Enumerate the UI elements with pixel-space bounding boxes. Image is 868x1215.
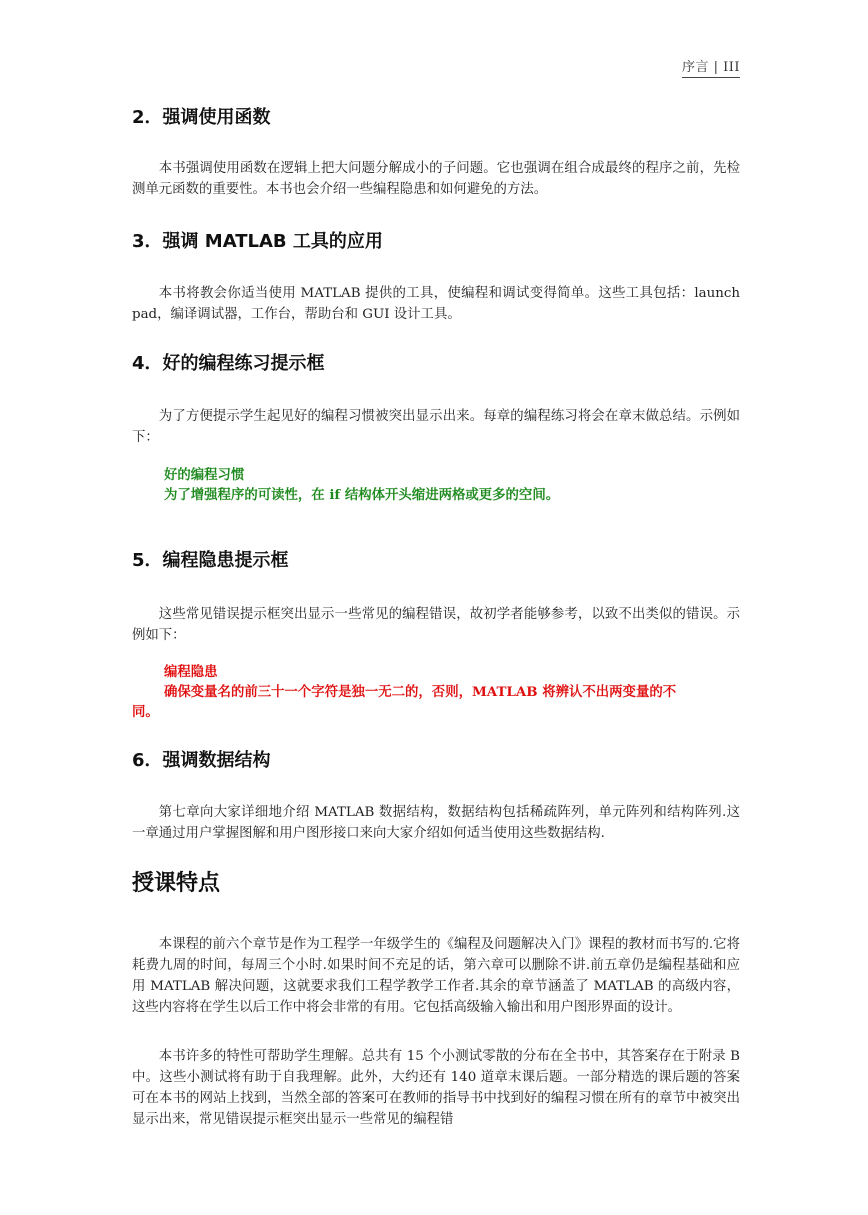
running-header: 序言 | III (682, 56, 740, 78)
good-practice-box (132, 465, 740, 505)
paragraph-section-2: 本书强调使用函数在逻辑上把大问题分解成小的子问题。它也强调在组合成最终的程序之前，先检测单元函数的重要性。本书也会介绍一些编程隐患和如何避免的方法。 (132, 161, 740, 197)
paragraph-section-6: 第七章向大家详细地介绍 MATLAB 数据结构，数据结构包括稀疏阵列，单元阵列和结构阵列.这一章通过用户掌握图解和用户图形接口来向大家介绍如何适当使用这些数据结构. (132, 805, 740, 841)
pitfall-title: 编程隐患 (164, 664, 218, 680)
heading-section-6: 6．强调数据结构 (132, 750, 271, 771)
pitfall-text-line1: 确保变量名的前三十一个字符是独一无二的，否则，MATLAB 将辨认不出两变量的不 (164, 684, 677, 700)
heading-section-5: 5．编程隐患提示框 (132, 550, 289, 571)
paragraph-teaching-1: 本课程的前六个章节是作为工程学一年级学生的《编程及问题解决入门》课程的教材而书写的.它将耗费九周的时间，每周三个小时.如果时间不充足的话，第六章可以删除不讲.前五章仍是编程基础和应用 MATLAB 解决问题，这就要求我们工程学教学工作者.其余的章节涵盖了 MATLAB 的高级内容，这些内容将在学生以后工作中将会非常的有用。它包括高级输入输出和用户图形界面的设计。 (132, 937, 740, 1015)
good-practice-text: 为了增强程序的可读性，在 if 结构体开头缩进两格或更多的空间。 (164, 487, 560, 503)
good-practice-title: 好的编程习惯 (164, 467, 245, 483)
heading-teaching-features: 授课特点 (132, 871, 221, 896)
paragraph-section-3: 本书将教会你适当使用 MATLAB 提供的工具，使编程和调试变得简单。这些工具包括：launch pad，编译调试器，工作台，帮助台和 GUI 设计工具。 (132, 286, 740, 322)
paragraph-section-5: 这些常见错误提示框突出显示一些常见的编程错误，故初学者能够参考，以致不出类似的错误。示例如下： (132, 607, 740, 643)
pitfall-box (132, 662, 740, 722)
heading-section-4: 4．好的编程练习提示框 (132, 353, 325, 374)
paragraph-teaching-2: 本书许多的特性可帮助学生理解。总共有 15 个小测试零散的分布在全书中，其答案存在于附录 B 中。这些小测试将有助于自我理解。此外，大约还有 140 道章末课后题。一部分精选的课后题的答案可在本书的网站上找到，当然全部的答案可在教师的指导书中找到好的编程习惯在所有的章节中被突出显示出来，常见错误提示框突出显示一些常见的编程错 (132, 1049, 740, 1127)
paragraph-section-4: 为了方便提示学生起见好的编程习惯被突出显示出来。每章的编程练习将会在章末做总结。示例如下： (132, 409, 740, 445)
heading-section-3: 3．强调 MATLAB 工具的应用 (132, 231, 383, 252)
pitfall-text-line2: 同。 (132, 704, 159, 720)
heading-section-2: 2．强调使用函数 (132, 107, 271, 128)
